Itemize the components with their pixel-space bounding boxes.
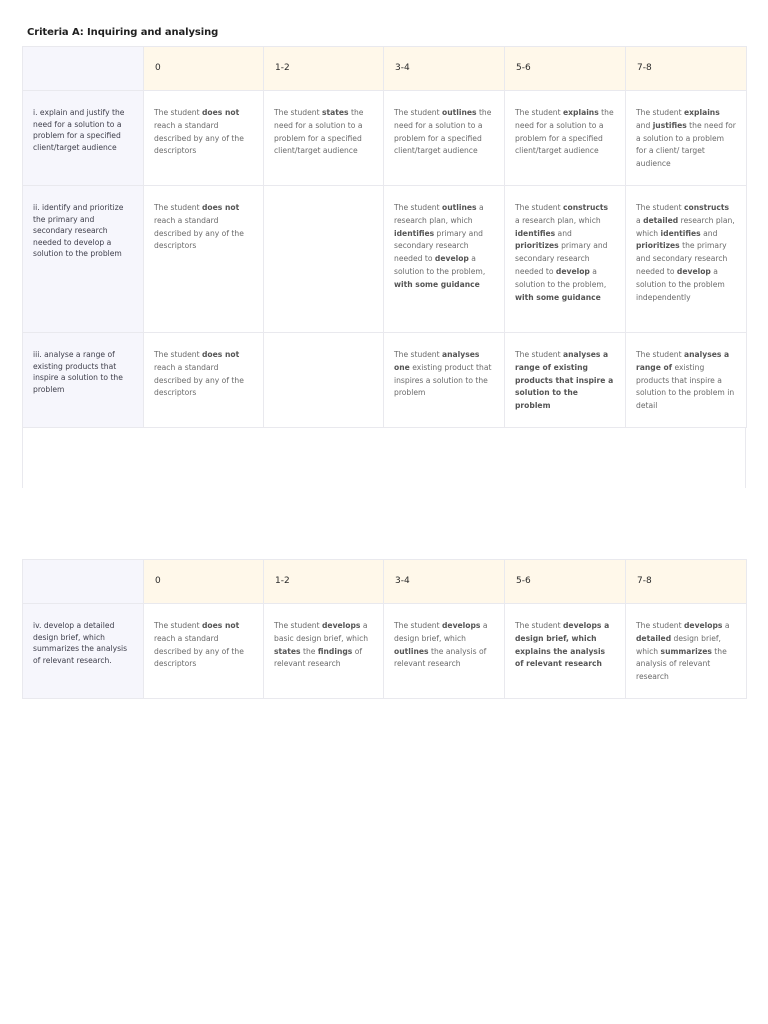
descriptor-cell: The student does not reach a standard described by any of the descriptors <box>144 91 264 186</box>
band-header: 1-2 <box>264 47 384 91</box>
descriptor-cell: The student does not reach a standard described by any of the descriptors <box>144 604 264 699</box>
descriptor-cell: The student analyses a range of existing products that inspire a solution to the problem in detail <box>626 333 747 428</box>
criterion-cell: ii. identify and prioritize the primary and secondary research needed to develop a solution to the problem <box>23 186 144 333</box>
page-title: Criteria A: Inquiring and analysing <box>27 27 219 38</box>
rubric-table <box>22 559 746 699</box>
band-header: 0 <box>144 47 264 91</box>
descriptor-cell: The student does not reach a standard described by any of the descriptors <box>144 186 264 333</box>
rubric-row <box>23 91 747 186</box>
descriptor-cell: The student outlines a research plan, which identifies primary and secondary research needed to develop a solution to the problem, with some guidance <box>384 186 505 333</box>
descriptor-cell: The student develops a detailed design brief, which summarizes the analysis of relevant research <box>626 604 747 699</box>
rubric-header-row <box>23 560 747 604</box>
rubric-header-row <box>23 47 747 91</box>
descriptor-cell: The student develops a design brief, which outlines the analysis of relevant research <box>384 604 505 699</box>
descriptor-cell: The student states the need for a solution to a problem for a specified client/target audience <box>264 91 384 186</box>
descriptor-cell: The student does not reach a standard described by any of the descriptors <box>144 333 264 428</box>
band-header: 7-8 <box>626 47 747 91</box>
descriptor-cell: The student explains the need for a solution to a problem for a specified client/target audience <box>505 91 626 186</box>
header-corner-cell <box>23 560 144 604</box>
descriptor-cell <box>264 333 384 428</box>
band-header: 0 <box>144 560 264 604</box>
band-header: 3-4 <box>384 560 505 604</box>
rubric-row <box>23 333 747 428</box>
criterion-cell: iii. analyse a range of existing products that inspire a solution to the problem <box>23 333 144 428</box>
band-header: 3-4 <box>384 47 505 91</box>
descriptor-cell: The student outlines the need for a solution to a problem for a specified client/target audience <box>384 91 505 186</box>
descriptor-cell: The student explains and justifies the need for a solution to a problem for a client/ target audience <box>626 91 747 186</box>
band-header: 5-6 <box>505 560 626 604</box>
band-header: 5-6 <box>505 47 626 91</box>
descriptor-cell: The student analyses one existing product that inspires a solution to the problem <box>384 333 505 428</box>
descriptor-cell: The student develops a basic design brief, which states the findings of relevant research <box>264 604 384 699</box>
descriptor-cell: The student analyses a range of existing products that inspire a solution to the problem <box>505 333 626 428</box>
descriptor-cell: The student develops a design brief, which explains the analysis of relevant research <box>505 604 626 699</box>
descriptor-cell: The student constructs a detailed research plan, which identifies and prioritizes the primary and secondary research needed to develop a solution to the problem independently <box>626 186 747 333</box>
criterion-cell: iv. develop a detailed design brief, which summarizes the analysis of relevant research. <box>23 604 144 699</box>
header-corner-cell <box>23 47 144 91</box>
descriptor-cell: The student constructs a research plan, which identifies and prioritizes primary and secondary research needed to develop a solution to the problem, with some guidance <box>505 186 626 333</box>
band-header: 7-8 <box>626 560 747 604</box>
rubric-table <box>22 46 746 428</box>
descriptor-cell <box>264 186 384 333</box>
band-header: 1-2 <box>264 560 384 604</box>
table-continuation <box>22 427 746 488</box>
rubric-row <box>23 604 747 699</box>
rubric-row <box>23 186 747 333</box>
criterion-cell: i. explain and justify the need for a solution to a problem for a specified client/target audience <box>23 91 144 186</box>
